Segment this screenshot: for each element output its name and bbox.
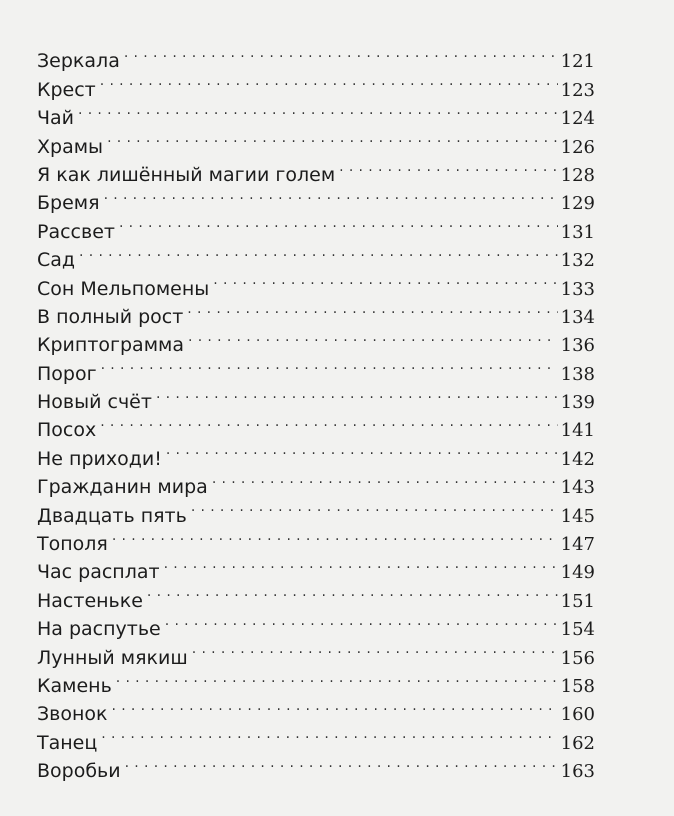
dot-leader: [212, 465, 558, 493]
toc-entry-title: Порог: [37, 362, 97, 385]
toc-entry-page: 128: [560, 164, 595, 186]
toc-entry-page: 151: [560, 590, 595, 612]
toc-entry[interactable]: [37, 550, 595, 584]
toc-entry-title: Рассвет: [37, 220, 115, 243]
toc-entry-page: 154: [560, 619, 595, 641]
dot-leader: [100, 408, 557, 436]
dot-leader: [156, 380, 558, 408]
toc-entry-title: Танец: [37, 731, 98, 754]
toc-entry[interactable]: [37, 436, 595, 470]
toc-entry-title: Не приходи!: [37, 447, 162, 470]
toc-entry-page: 156: [560, 647, 595, 669]
toc-entry-title: Гражданин мира: [37, 476, 208, 499]
toc-entry[interactable]: [37, 181, 595, 215]
toc-entry[interactable]: [37, 380, 595, 414]
toc-entry[interactable]: [37, 408, 595, 442]
toc-entry-page: 134: [560, 306, 595, 328]
dot-leader: [164, 550, 558, 578]
dot-leader: [187, 295, 557, 323]
table-of-contents: [37, 39, 595, 783]
dot-leader: [166, 436, 558, 464]
toc-entry-page: 145: [560, 505, 595, 527]
toc-entry-title: Сад: [37, 249, 76, 272]
toc-entry-page: 126: [560, 136, 595, 158]
toc-entry-page: 163: [560, 761, 595, 783]
toc-entry-page: 123: [560, 79, 595, 101]
dot-leader: [101, 351, 558, 379]
toc-entry-page: 121: [560, 51, 595, 73]
toc-entry[interactable]: [37, 209, 595, 243]
toc-entry-page: 133: [560, 278, 595, 300]
toc-entry[interactable]: [37, 351, 595, 385]
toc-entry[interactable]: [37, 96, 595, 130]
dot-leader: [78, 96, 558, 124]
toc-entry-title: Настеньке: [37, 589, 143, 612]
dot-leader: [188, 323, 558, 351]
dot-leader: [100, 67, 558, 95]
toc-entry[interactable]: [37, 522, 595, 556]
toc-entry-page: 139: [560, 392, 595, 414]
toc-entry-page: 132: [560, 250, 595, 272]
dot-leader: [191, 493, 558, 521]
toc-entry-page: 136: [560, 335, 595, 357]
toc-entry[interactable]: [37, 39, 595, 73]
toc-entry-page: 141: [560, 420, 595, 442]
toc-entry-title: Тополя: [37, 533, 108, 556]
toc-entry-title: Посох: [37, 419, 97, 442]
toc-entry[interactable]: [37, 692, 595, 726]
toc-entry-page: 124: [560, 108, 595, 130]
toc-entry-page: 160: [560, 704, 595, 726]
toc-entry-title: Двадцать пять: [37, 504, 187, 527]
toc-entry[interactable]: [37, 124, 595, 158]
dot-leader: [119, 209, 558, 237]
dot-leader: [112, 522, 558, 550]
dot-leader: [107, 124, 558, 152]
toc-entry[interactable]: [37, 238, 595, 272]
toc-entry-title: Криптограмма: [37, 334, 185, 357]
toc-entry-page: 149: [560, 562, 595, 584]
dot-leader: [213, 266, 557, 294]
toc-entry-page: 158: [560, 675, 595, 697]
toc-entry-page: 131: [560, 221, 595, 243]
toc-entry[interactable]: [37, 266, 595, 300]
dot-leader: [101, 720, 557, 748]
toc-entry-title: Новый счёт: [37, 391, 152, 414]
dot-leader: [165, 607, 558, 635]
dot-leader: [125, 749, 558, 777]
toc-entry-title: Камень: [37, 674, 112, 697]
toc-entry[interactable]: [37, 720, 595, 754]
toc-entry[interactable]: [37, 749, 595, 783]
toc-entry-page: 142: [560, 448, 595, 470]
toc-entry-page: 162: [560, 732, 595, 754]
toc-entry[interactable]: [37, 67, 595, 101]
toc-entry[interactable]: [37, 664, 595, 697]
toc-entry-title: Сон Мельпомены: [37, 277, 210, 300]
toc-entry-title: Зеркала: [37, 50, 120, 73]
toc-entry-title: Час расплат: [37, 561, 160, 584]
toc-entry-title: На распутье: [37, 618, 161, 641]
toc-entry-page: 138: [560, 363, 595, 385]
dot-leader: [147, 578, 558, 606]
dot-leader: [112, 692, 558, 720]
dot-leader: [192, 635, 558, 663]
toc-entry-page: 129: [560, 193, 595, 215]
toc-entry[interactable]: [37, 153, 595, 186]
toc-entry-title: Бремя: [37, 192, 100, 215]
dot-leader: [79, 238, 558, 266]
toc-entry-page: 143: [560, 477, 595, 499]
toc-entry-title: Храмы: [37, 135, 104, 158]
toc-entry-title: В полный рост: [37, 305, 184, 328]
dot-leader: [116, 664, 558, 692]
toc-entry-title: Воробьи: [37, 760, 121, 783]
toc-entry-title: Лунный мякиш: [37, 646, 188, 669]
dot-leader: [104, 181, 558, 209]
dot-leader: [124, 39, 558, 67]
toc-entry-title: Чай: [37, 107, 75, 130]
dot-leader: [339, 153, 557, 181]
toc-entry-title: Я как лишённый магии голем: [37, 163, 336, 186]
toc-entry-title: Звонок: [37, 703, 108, 726]
toc-entry-page: 147: [560, 534, 595, 556]
toc-entry-title: Крест: [37, 78, 96, 101]
